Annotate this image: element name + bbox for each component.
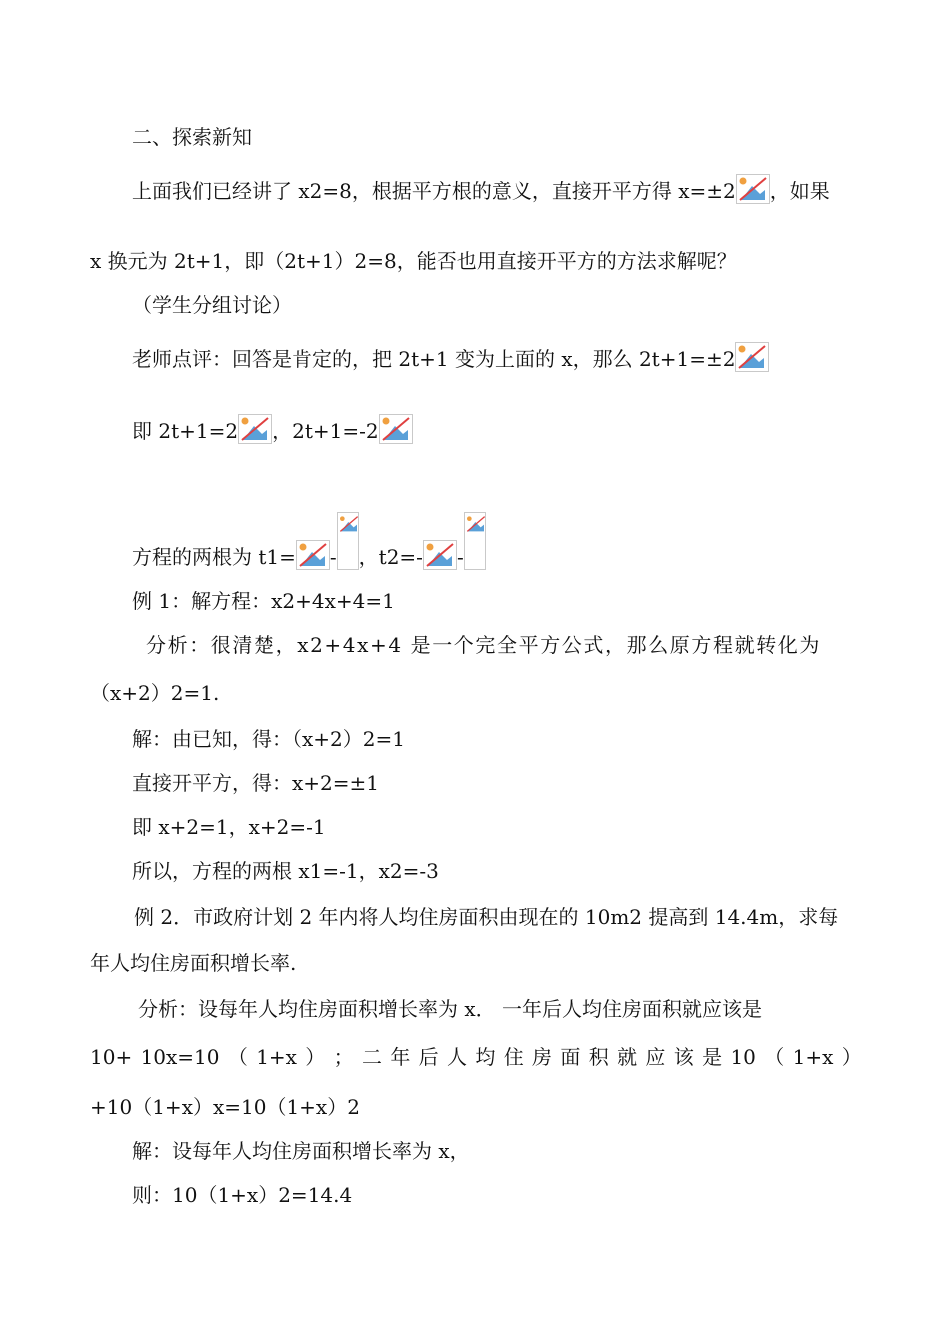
discussion-note: （学生分组讨论） [132,293,292,317]
example-2-analysis-cont: +10（1+x）x=10（1+x）2 [90,1095,360,1119]
paragraph-1-text: 上面我们已经讲了 x2=8，根据平方根的意义，直接开平方得 x=±2 [132,179,736,203]
broken-image-icon [464,512,486,570]
justified-word: 住 [503,1045,524,1069]
roots-b: - [329,545,337,569]
justified-word: 该 [673,1045,694,1069]
example-1-solution-1: 解：由已知，得：（x+2）2=1 [132,727,405,751]
broken-image-icon [238,414,272,444]
justified-word: ） [305,1045,326,1069]
example-1-title: 例 1：解方程：x2+4x+4=1 [132,589,395,613]
justified-word: （ [764,1045,785,1069]
broken-image-icon [296,540,330,570]
teacher-review-text: 老师点评：回答是肯定的，把 2t+1 变为上面的 x，那么 2t+1=±2 [132,347,736,371]
example-2-title-cont: 年人均住房面积增长率. [90,951,297,975]
broken-image-icon [337,512,359,570]
roots-c: ，t2=- [358,545,423,569]
example-2-title: 例 2．市政府计划 2 年内将人均住房面积由现在的 10m2 提高到 14.4m，求每 [134,905,839,929]
justified-word: 年 [390,1045,411,1069]
roots-line [132,512,486,569]
example-2-analysis: 分析：设每年人均住房面积增长率为 x． 一年后人均住房面积就应该是 [138,997,762,1021]
example-2-solution-1: 解：设每年人均住房面积增长率为 x， [132,1139,470,1163]
example-1-solution-4: 所以，方程的两根 x1=-1，x2=-3 [132,859,439,883]
equation-a: 即 2t+1=2 [132,419,239,443]
justified-word: 就 [617,1045,638,1069]
justified-word: 人 [447,1045,468,1069]
equation-b: ，2t+1=-2 [272,419,379,443]
teacher-review [132,342,769,371]
justified-word: 面 [560,1045,581,1069]
broken-image-icon [379,414,413,444]
broken-image-icon [423,540,457,570]
broken-image-icon [736,174,770,204]
example-1-analysis: 分析：很清楚，x2+4x+4 是一个完全平方公式，那么原方程就转化为 [146,633,822,657]
justified-word: 是 [702,1045,723,1069]
broken-image-icon [735,342,769,372]
section-title: 二、探索新知 [132,125,252,149]
paragraph-1 [132,174,862,203]
justified-word: 均 [475,1045,496,1069]
paragraph-1-tail: ，如果 [769,179,830,203]
roots-a: 方程的两根为 t1= [132,545,296,569]
justified-word: 积 [588,1045,609,1069]
example-1-solution-2: 直接开平方，得：x+2=±1 [132,771,380,795]
justified-word: （ [227,1045,248,1069]
justified-word: 1+x [256,1045,297,1069]
justified-word: ） [841,1045,862,1069]
example-1-solution-3: 即 x+2=1，x+2=-1 [132,815,326,839]
paragraph-1-cont: x 换元为 2t+1，即（2t+1）2=8，能否也用直接开平方的方法求解呢？ [90,249,737,273]
justified-word: 10x=10 [140,1045,220,1069]
example-2-analysis-justified [90,1044,862,1070]
justified-word: ； [333,1045,354,1069]
justified-word: 后 [418,1045,439,1069]
equation-line [132,414,413,443]
justified-word: 1+x [792,1045,834,1069]
justified-word: 10+ [90,1045,133,1069]
justified-word: 二 [361,1045,382,1069]
example-2-solution-2: 则：10（1+x）2=14.4 [132,1183,353,1207]
justified-word: 10 [730,1045,756,1069]
example-1-analysis-cont: （x+2）2=1. [90,681,220,705]
justified-word: 应 [645,1045,666,1069]
justified-word: 房 [532,1045,553,1069]
roots-d: - [456,545,464,569]
